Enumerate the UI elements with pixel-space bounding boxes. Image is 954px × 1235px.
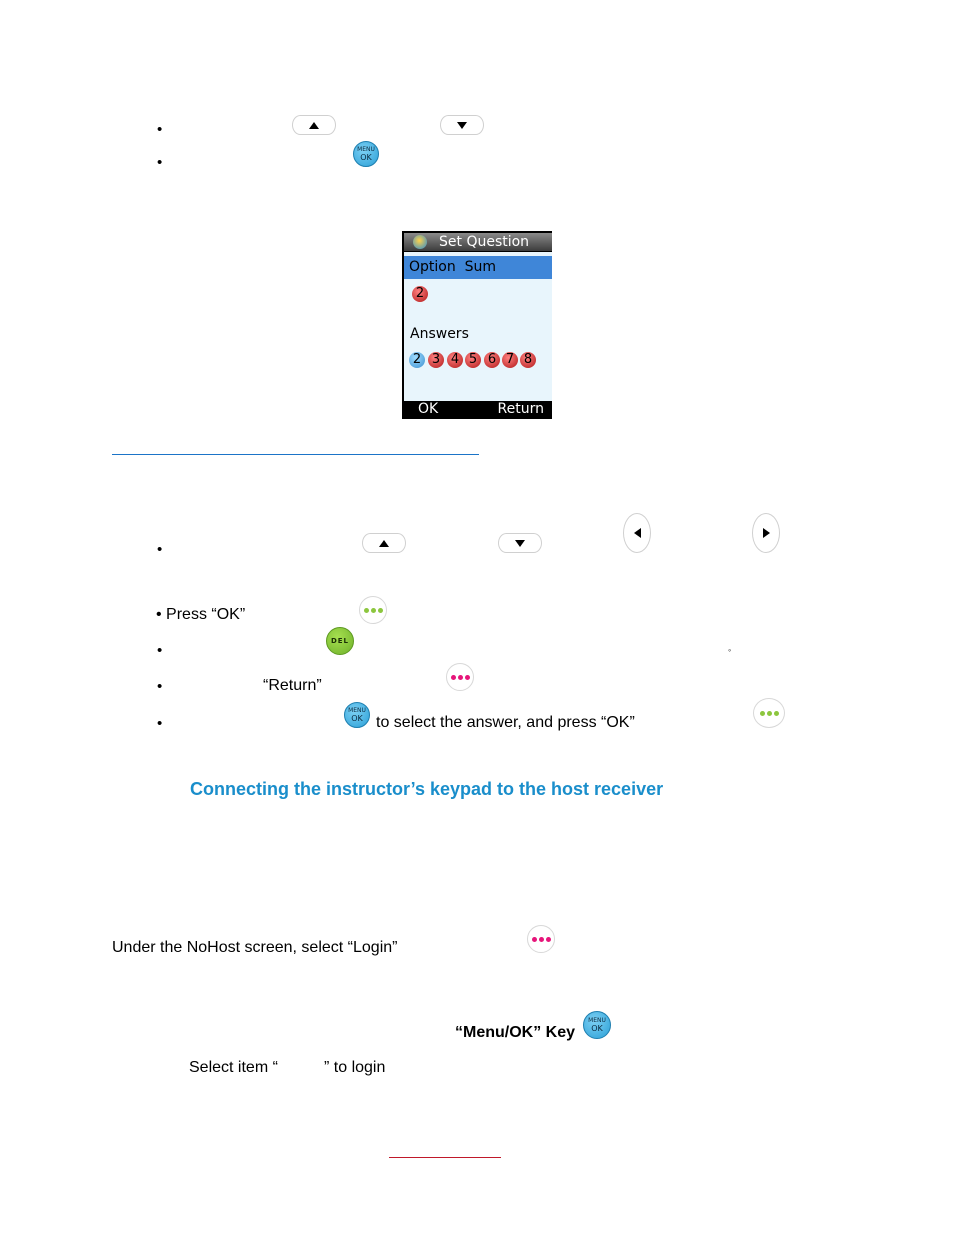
answer-choice-3: 3 bbox=[428, 352, 444, 368]
select-item-text: Select item “ bbox=[189, 1059, 278, 1076]
menu-ok-key-text: “Menu/OK” Key bbox=[455, 1024, 576, 1041]
question-icon bbox=[413, 235, 427, 249]
menu-key-label: MENU bbox=[588, 1016, 606, 1024]
up-arrow-key-icon bbox=[292, 115, 336, 135]
menu-key-label: MENU bbox=[348, 706, 366, 714]
green-softkey-icon bbox=[753, 698, 785, 728]
down-arrow-key-icon bbox=[498, 533, 542, 553]
section-heading: Connecting the instructor’s keypad to the host receiver bbox=[190, 779, 664, 799]
delete-key-icon bbox=[326, 627, 354, 655]
menu-key-label: MENU bbox=[357, 145, 375, 153]
bullet: • bbox=[157, 642, 163, 659]
ok-key-label: OK bbox=[360, 152, 372, 162]
answer-choice-5: 5 bbox=[465, 352, 481, 368]
answer-choice-7: 7 bbox=[502, 352, 518, 368]
screen-softkey-bar bbox=[404, 401, 552, 418]
answer-choice-8: 8 bbox=[520, 352, 536, 368]
answer-choice-2: 2 bbox=[409, 352, 425, 368]
bullet: • bbox=[157, 154, 163, 171]
answer-choice-6: 6 bbox=[484, 352, 500, 368]
softkey-return-label: Return bbox=[497, 401, 544, 417]
menu-ok-key-icon bbox=[583, 1011, 611, 1039]
press-ok-text: • Press “OK” bbox=[156, 606, 246, 623]
bullet: • bbox=[157, 121, 163, 138]
link-underline[interactable] bbox=[389, 1157, 501, 1158]
divider-line bbox=[112, 454, 479, 455]
answer-choice-4: 4 bbox=[447, 352, 463, 368]
selected-row-label: Option Sum bbox=[409, 259, 497, 275]
left-arrow-key-icon bbox=[623, 513, 651, 553]
right-arrow-key-icon bbox=[752, 513, 780, 553]
up-arrow-key-icon bbox=[362, 533, 406, 553]
screen-body bbox=[404, 252, 552, 401]
delete-key-label: DEL bbox=[330, 637, 350, 645]
green-softkey-icon bbox=[359, 596, 387, 624]
keypad-screen bbox=[402, 231, 552, 419]
menu-ok-key-icon bbox=[344, 702, 370, 728]
softkey-ok-label: OK bbox=[418, 401, 439, 417]
bullet: • bbox=[157, 678, 163, 695]
login-instruction: Under the NoHost screen, select “Login” bbox=[112, 939, 398, 956]
ok-key-label: OK bbox=[351, 713, 363, 723]
to-login-text: ” to login bbox=[324, 1059, 386, 1076]
bullet: • bbox=[157, 541, 163, 558]
down-arrow-key-icon bbox=[440, 115, 484, 135]
screen-title: Set Question bbox=[439, 234, 530, 250]
pink-softkey-icon bbox=[527, 925, 555, 953]
selected-row bbox=[404, 256, 552, 279]
menu-ok-key-icon bbox=[353, 141, 379, 167]
screen-title-bar bbox=[404, 233, 552, 251]
pink-softkey-icon bbox=[446, 663, 474, 691]
answers-label: Answers bbox=[410, 326, 469, 342]
small-circle-mark: ◦ bbox=[728, 645, 732, 655]
ok-key-label: OK bbox=[591, 1023, 603, 1033]
current-value-ball: 2 bbox=[412, 286, 428, 302]
return-text: “Return” bbox=[263, 677, 322, 694]
select-answer-text: to select the answer, and press “OK” bbox=[376, 714, 635, 731]
bullet: • bbox=[157, 715, 163, 732]
